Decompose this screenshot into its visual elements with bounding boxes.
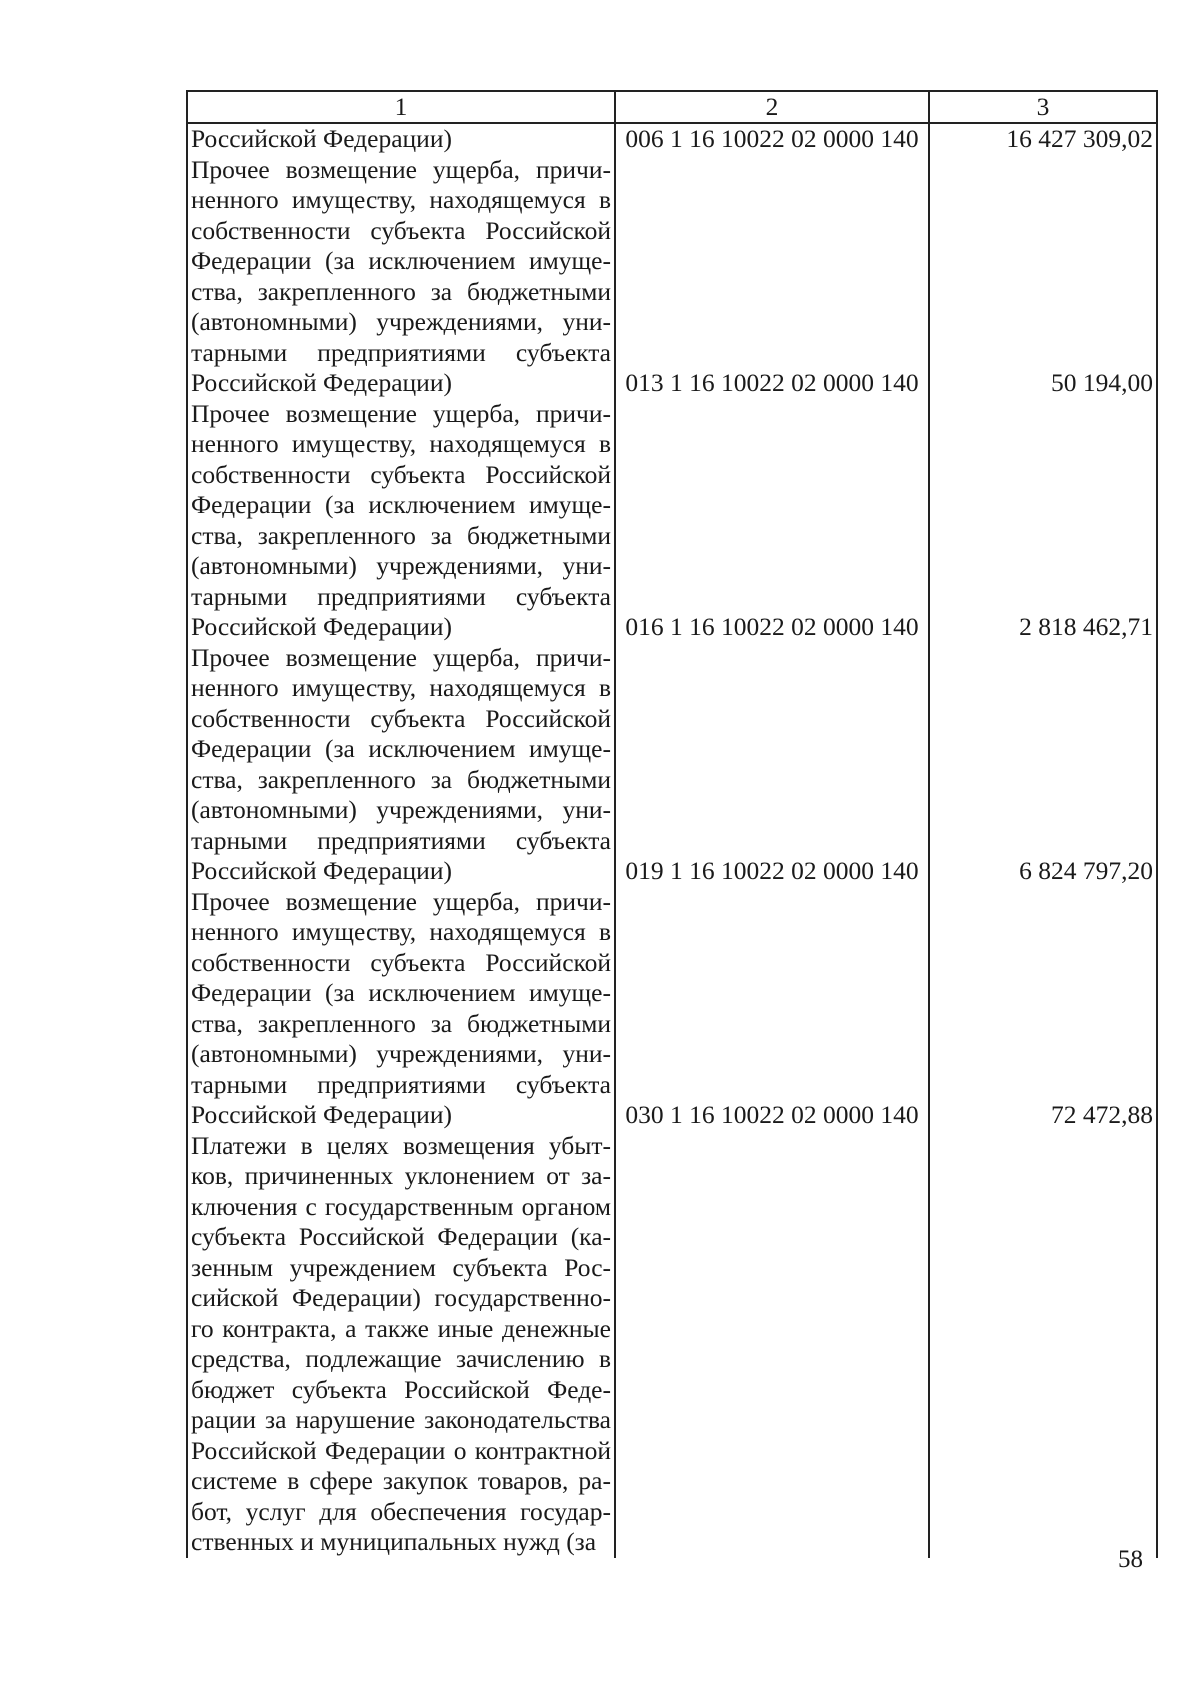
column-header-2: 2 [615, 91, 929, 123]
amount-cell: 6 824 797,20 [929, 856, 1157, 1100]
description-line: Российской Федерации) [191, 124, 452, 153]
description-line: Федерации (за исключением имуще- [191, 490, 611, 519]
amount-cell: 2 818 462,71 [929, 612, 1157, 856]
description-line: ства, закрепленного за бюджетными [191, 276, 611, 306]
description-cell [187, 368, 615, 612]
description-line: бот, услуг для обеспечения государ- [191, 1496, 611, 1526]
description-line: собственности субъекта Российской [191, 215, 611, 245]
budget-code-cell: 030 1 16 10022 02 0000 140 [615, 1100, 929, 1558]
description-line: го контракта, а также иные денежные [191, 1313, 611, 1343]
amount-cell: 72 472,88 [929, 1100, 1157, 1558]
description-line: бюджет субъекта Российской Феде- [191, 1374, 611, 1404]
column-header-1: 1 [187, 91, 615, 123]
description-line: Платежи в целях возмещения убыт- [191, 1130, 611, 1160]
table-row [187, 368, 1157, 612]
description-line: Прочее возмещение ущерба, причи- [191, 154, 611, 184]
description-line: ственных и муниципальных нужд (за [191, 1527, 597, 1556]
table-row [187, 612, 1157, 856]
description-line: ненного имуществу, находящемуся в [191, 429, 611, 458]
table-row [187, 1100, 1157, 1558]
description-line: собственности субъекта Российской [191, 703, 611, 733]
description-line: (автономными) учреждениями, уни- [191, 551, 611, 580]
budget-code-cell: 013 1 16 10022 02 0000 140 [615, 368, 929, 612]
page-number: 58 [1118, 1546, 1143, 1573]
description-line: ков, причиненных уклонением от за- [191, 1161, 611, 1190]
budget-code-cell: 006 1 16 10022 02 0000 140 [615, 123, 929, 368]
description-line: ключения с государственным органом [191, 1191, 611, 1221]
description-line: тарными предприятиями субъекта [191, 825, 611, 855]
description-line: Федерации (за исключением имуще- [191, 978, 611, 1007]
description-line: системе в сфере закупок товаров, ра- [191, 1466, 611, 1495]
description-line: субъекта Российской Федерации (ка- [191, 1222, 611, 1251]
table-row [187, 123, 1157, 368]
description-line: Российской Федерации) [191, 856, 452, 885]
description-cell [187, 1100, 615, 1558]
description-line: ненного имуществу, находящемуся в [191, 185, 611, 214]
description-line: Федерации (за исключением имуще- [191, 246, 611, 275]
description-line: тарными предприятиями субъекта [191, 337, 611, 367]
description-line: собственности субъекта Российской [191, 459, 611, 489]
column-header-3: 3 [929, 91, 1157, 123]
description-line: Российской Федерации о контрактной [191, 1435, 611, 1465]
description-line: собственности субъекта Российской [191, 947, 611, 977]
description-line: ства, закрепленного за бюджетными [191, 764, 611, 794]
description-line: сийской Федерации) государственно- [191, 1283, 611, 1312]
description-line: Прочее возмещение ущерба, причи- [191, 886, 611, 916]
description-line: Прочее возмещение ущерба, причи- [191, 398, 611, 428]
description-cell [187, 123, 615, 368]
description-cell [187, 612, 615, 856]
description-line: ненного имуществу, находящемуся в [191, 673, 611, 702]
description-line: зенным учреждением субъекта Рос- [191, 1252, 611, 1282]
description-line: средства, подлежащие зачислению в [191, 1344, 611, 1373]
description-line: Российской Федерации) [191, 612, 452, 641]
description-line: Российской Федерации) [191, 1100, 452, 1129]
description-cell [187, 856, 615, 1100]
description-line: ненного имуществу, находящемуся в [191, 917, 611, 946]
description-line: (автономными) учреждениями, уни- [191, 1039, 611, 1068]
table-row [187, 856, 1157, 1100]
revenue-table [186, 90, 1158, 1558]
budget-code-cell: 019 1 16 10022 02 0000 140 [615, 856, 929, 1100]
amount-cell: 50 194,00 [929, 368, 1157, 612]
description-line: ства, закрепленного за бюджетными [191, 1008, 611, 1038]
description-line: (автономными) учреждениями, уни- [191, 307, 611, 336]
description-line: (автономными) учреждениями, уни- [191, 795, 611, 824]
amount-cell: 16 427 309,02 [929, 123, 1157, 368]
description-line: Российской Федерации) [191, 368, 452, 397]
budget-code-cell: 016 1 16 10022 02 0000 140 [615, 612, 929, 856]
description-line: тарными предприятиями субъекта [191, 1069, 611, 1099]
table-body [187, 123, 1157, 1558]
description-line: тарными предприятиями субъекта [191, 581, 611, 611]
description-line: Прочее возмещение ущерба, причи- [191, 642, 611, 672]
table-header [187, 91, 1157, 123]
description-line: Федерации (за исключением имуще- [191, 734, 611, 763]
description-line: рации за нарушение законодательства [191, 1405, 611, 1434]
description-line: ства, закрепленного за бюджетными [191, 520, 611, 550]
